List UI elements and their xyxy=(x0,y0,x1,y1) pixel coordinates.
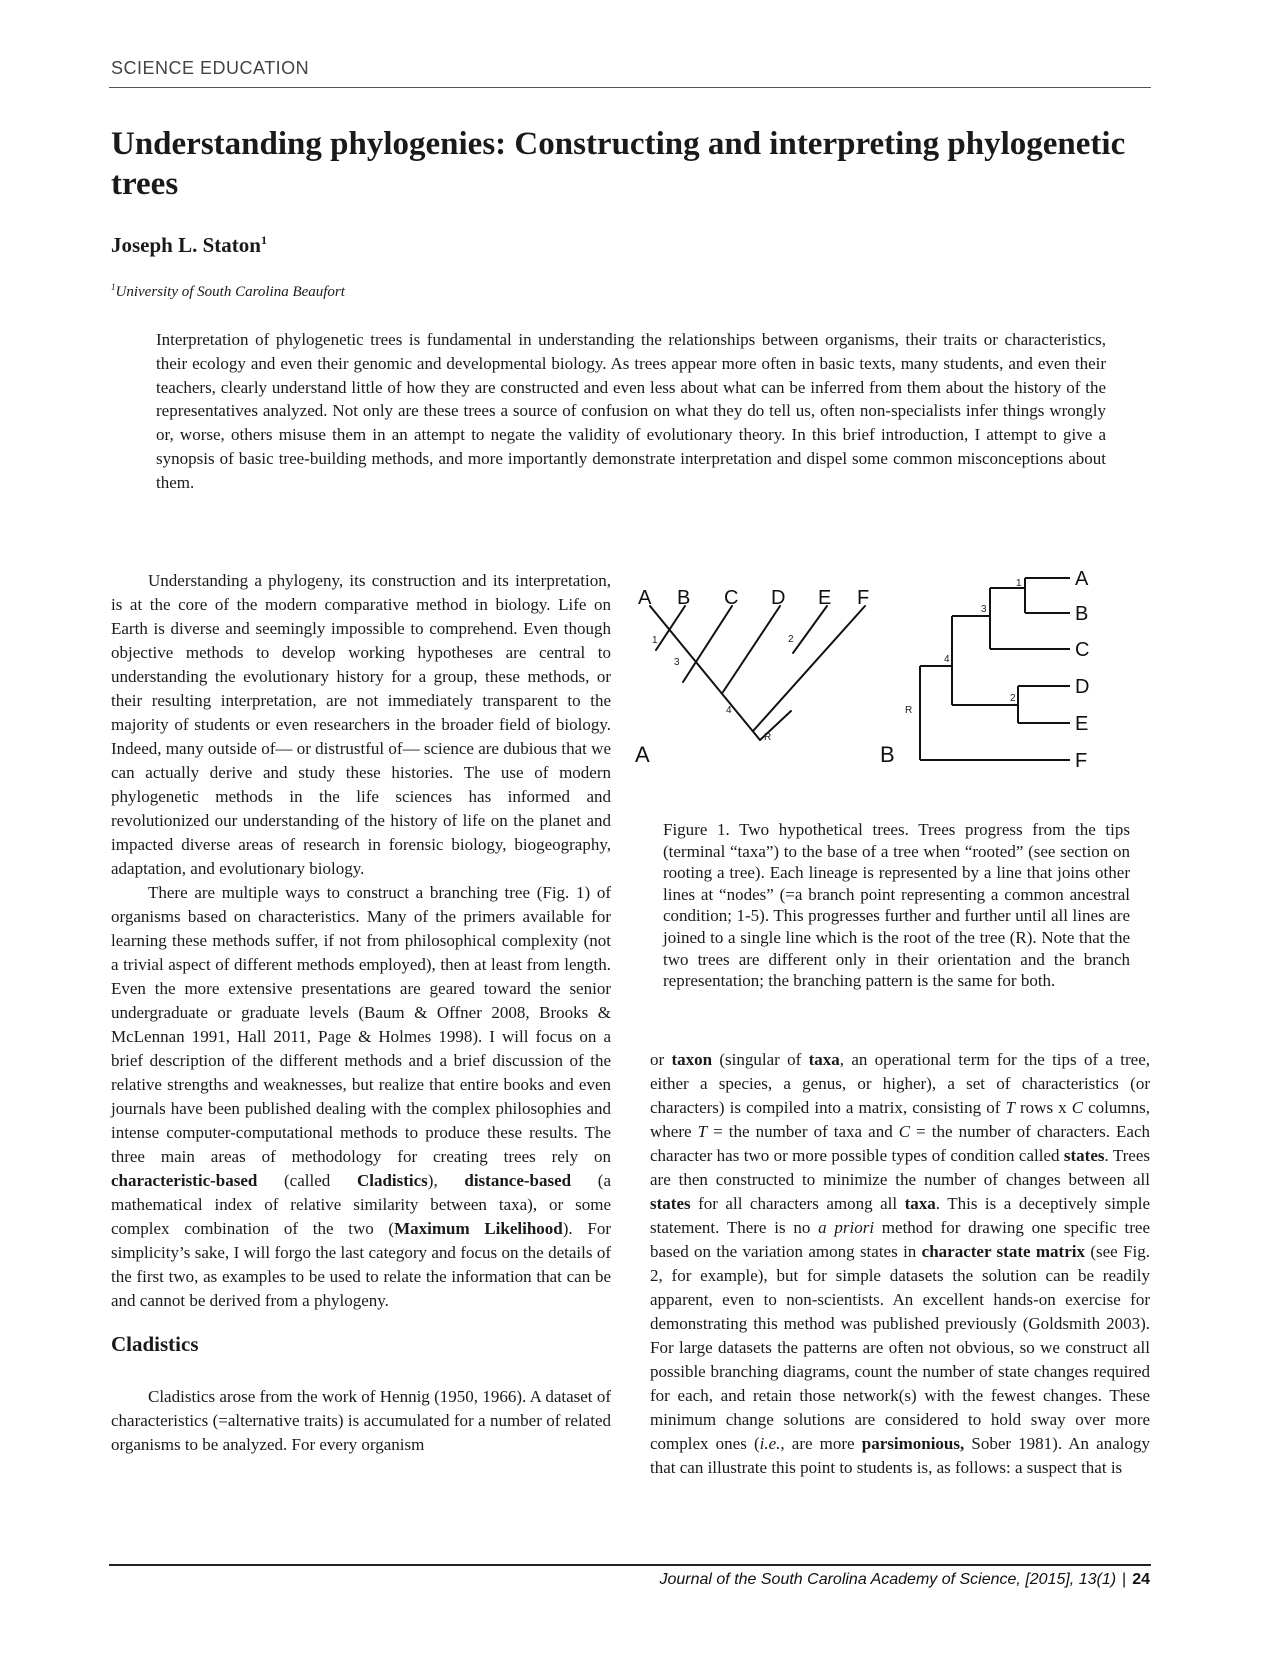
phylogenetic-trees-figure xyxy=(635,568,1150,802)
affiliation-text: University of South Carolina Beaufort xyxy=(115,284,345,300)
text-run: . This is a deceptively simple statement. There is no xyxy=(650,1194,1151,1237)
text-run: (singular of xyxy=(712,1050,809,1069)
figure-1 xyxy=(635,568,1150,802)
tree-a-node-label: 2 xyxy=(788,634,794,645)
body-paragraph-3: Cladistics arose from the work of Hennig (1950, 1966). A dataset of characteristics (=alternative traits) is accumulated for a number of related organisms to be analyzed. For every organism xyxy=(111,1387,611,1454)
tree-a-taxon-label: F xyxy=(857,587,870,609)
term-maximum-likelihood: Maximum Likelihood xyxy=(394,1219,563,1238)
term-characteristic-based: characteristic-based xyxy=(111,1171,258,1190)
tree-b-taxon-label: E xyxy=(1075,713,1089,735)
panel-label-b: B xyxy=(880,742,895,767)
tree-b-taxon-label: D xyxy=(1075,676,1090,698)
text-run: ). For simplicity’s sake, I will forgo the last category and focus on the details of the first two, as examples to be used to relate the information that can be and cannot be derived from a phylogeny. xyxy=(111,1219,611,1310)
tree-b-taxon-label: F xyxy=(1075,750,1088,772)
tree-a-node-label: 1 xyxy=(652,635,658,646)
tree-a-taxon-label: A xyxy=(638,587,652,609)
text-run: or xyxy=(650,1050,672,1069)
term-taxa: taxa xyxy=(904,1194,936,1213)
text-run: Sober 1981). An analogy that can illustrate this point to students is, as follows: a suspect that is xyxy=(650,1434,1150,1477)
header-rule xyxy=(109,87,1151,88)
tree-b-taxon-label: C xyxy=(1075,639,1090,661)
text-run: , are more xyxy=(780,1434,862,1453)
symbol-t: T xyxy=(1005,1098,1015,1117)
affiliation-superscript: 1 xyxy=(111,282,116,292)
symbol-c: C xyxy=(1071,1098,1084,1117)
text-run: . Trees are then constructed to minimize the number of changes between all xyxy=(650,1146,1150,1189)
tree-b-taxon-labels xyxy=(1075,568,1089,772)
text-run: = the number of taxa and xyxy=(707,1122,899,1141)
tree-a-node-label: R xyxy=(764,732,772,743)
figure-caption: Figure 1. Two hypothetical trees. Trees progress from the tips (terminal “taxa”) to the base of a tree when “rooted” (see section on rooting a tree). Each lineage is represented by a line that joins other lines at “nodes” (=a branch point representing a common ancestral condition; 1-5). This progresses further and further until all lines are joined to a single line which is the root of the tree (R). Note that the two trees are different only in their orientation and the branch representation; the branching pattern is the same for both. xyxy=(663,820,1130,991)
affiliation-line xyxy=(111,282,345,301)
term-a-priori: a priori xyxy=(818,1218,875,1237)
text-run: There are multiple ways to construct a branching tree (Fig. 1) of organisms based on characteristics. Many of the primers available for learning these methods suffer, if not from philosophical complexity (not a trivial aspect of different methods employed), then at least from length. Even the more extensive presentations are geared toward the senior undergraduate or graduate levels (Baum & Offner 2008, Brooks & McLennan 1991, Hall 2011, Page & Holmes 1998). I will focus on a brief description of the different methods and a brief discussion of the relative strengths and weaknesses, but realize that entire books and even journals have been published dealing with the complex philosophies and intense computer-computational methods to produce these results. The three main areas of methodology for creating trees rely on xyxy=(111,883,611,1166)
text-run: rows x xyxy=(1014,1098,1072,1117)
footer-separator: | xyxy=(1122,1571,1127,1588)
tree-a-branch xyxy=(753,606,865,731)
panel-label-a: A xyxy=(635,742,650,767)
tree-a-taxon-label: B xyxy=(677,587,691,609)
footer-rule xyxy=(109,1564,1151,1566)
term-character-state-matrix: character state matrix xyxy=(921,1242,1085,1261)
tree-b-taxon-label: A xyxy=(1075,568,1089,590)
footer xyxy=(659,1571,1150,1589)
term-states: states xyxy=(1063,1146,1105,1165)
tree-a-taxon-labels xyxy=(638,587,869,609)
tree-a-taxon-label: D xyxy=(771,587,786,609)
tree-a-branch xyxy=(650,606,760,740)
tree-b-node-label: 3 xyxy=(981,604,987,615)
text-run: = the number of characters. Each character has two or more possible types of condition called xyxy=(650,1122,1151,1165)
tree-a-branch xyxy=(723,606,780,692)
tree-a-branch xyxy=(683,606,732,682)
body-paragraph-4 xyxy=(650,1048,1150,1480)
page-number: 24 xyxy=(1132,1571,1150,1588)
text-run: for all characters among all xyxy=(690,1194,905,1213)
text-run: columns, where xyxy=(650,1098,1150,1141)
tree-a-node-label: 4 xyxy=(726,705,732,716)
tree-b-node-label: R xyxy=(905,705,913,716)
text-run: , an operational term for the tips of a tree, either a species, a genus, or higher), a set of characteristics (or characters) is compiled into a matrix, consisting of xyxy=(650,1050,1150,1117)
tree-b-taxon-label: B xyxy=(1075,603,1089,625)
right-column xyxy=(650,1048,1150,1480)
term-states: states xyxy=(650,1194,691,1213)
author-name: Joseph L. Staton xyxy=(111,233,261,257)
term-cladistics: Cladistics xyxy=(356,1171,428,1190)
term-taxon: taxon xyxy=(671,1050,713,1069)
text-run: method for drawing one specific tree based on the variation among states in xyxy=(650,1218,1150,1261)
tree-a-node-label: 3 xyxy=(674,657,680,668)
left-column xyxy=(111,569,611,1457)
body-paragraph-1: Understanding a phylogeny, its construction and its interpretation, is at the core of the modern comparative method in biology. Life on Earth is diverse and seemingly impossible to comprehend. Even though objective methods to develop working hypotheses are central to understanding the evolutionary history for a group, these methods, or their resulting interpretation, are not immediately transparent to the majority of students or even researchers in the broader field of biology. Indeed, many outside of— or distrustful of— science are dubious that we can actually derive and study these histories. The use of modern phylogenetic methods in the life sciences has informed and revolutionized our understanding of the history of life on the planet and impacted diverse areas of research in forensic biology, biogeography, adaptation, and evolutionary biology. xyxy=(111,571,611,878)
author-superscript: 1 xyxy=(260,233,267,247)
text-run: (called xyxy=(257,1171,357,1190)
text-run: (a mathematical index of relative similarity between taxa), or some complex combination of the two ( xyxy=(111,1171,611,1238)
tree-a xyxy=(650,606,865,740)
tree-a-branch xyxy=(793,606,827,653)
tree-b-node-label: 4 xyxy=(944,654,950,665)
abbrev-ie: i.e. xyxy=(759,1434,781,1453)
symbol-c: C xyxy=(898,1122,911,1141)
tree-b-node-labels xyxy=(905,578,1022,716)
term-parsimonious: parsimonious, xyxy=(861,1434,965,1453)
tree-b xyxy=(920,578,1070,760)
abstract: Interpretation of phylogenetic trees is fundamental in understanding the relationships between organisms, their traits or characteristics, their ecology and even their genomic and developmental biology. As trees appear more often in basic texts, many students, and even their teachers, clearly understand little of how they are constructed and even less about what can be inferred from them about the history of the representatives analyzed. Not only are these trees a source of confusion on what they do tell us, often non-specialists infer things wrongly or, worse, others misuse them in an attempt to negate the validity of evolutionary theory. In this brief introduction, I attempt to give a synopsis of basic tree-building methods, and more importantly demonstrate interpretation and dispel some common misconceptions about them. xyxy=(156,330,1106,492)
body-paragraph-2 xyxy=(111,881,611,1313)
tree-a-node-labels xyxy=(652,634,794,743)
term-taxa: taxa xyxy=(808,1050,840,1069)
text-run: ), xyxy=(427,1171,465,1190)
journal-citation: Journal of the South Carolina Academy of Science, [2015], 13(1) xyxy=(659,1571,1117,1588)
article-title: Understanding phylogenies: Constructing and interpreting phylogenetic trees xyxy=(111,126,1126,202)
author-line xyxy=(111,233,267,258)
tree-b-node-label: 2 xyxy=(1010,693,1016,704)
term-distance-based: distance-based xyxy=(464,1171,572,1190)
symbol-t: T xyxy=(697,1122,708,1141)
section-label: SCIENCE EDUCATION xyxy=(111,58,310,78)
tree-a-taxon-label: E xyxy=(818,587,832,609)
tree-b-node-label: 1 xyxy=(1016,578,1022,589)
section-heading-cladistics: Cladistics xyxy=(111,1332,199,1356)
tree-a-taxon-label: C xyxy=(724,587,739,609)
text-run: (see Fig. 2, for example), but for simple datasets the solution can be readily apparent, even to non-scientists. An excellent hands-on exercise for demonstrating this method was published previously (Goldsmith 2003). For large datasets the patterns are often not obvious, so we construct all possible branching diagrams, count the number of state changes required for each, and retain those network(s) with the fewest changes. These minimum change solutions are considered to hold sway over more complex ones ( xyxy=(650,1242,1150,1453)
